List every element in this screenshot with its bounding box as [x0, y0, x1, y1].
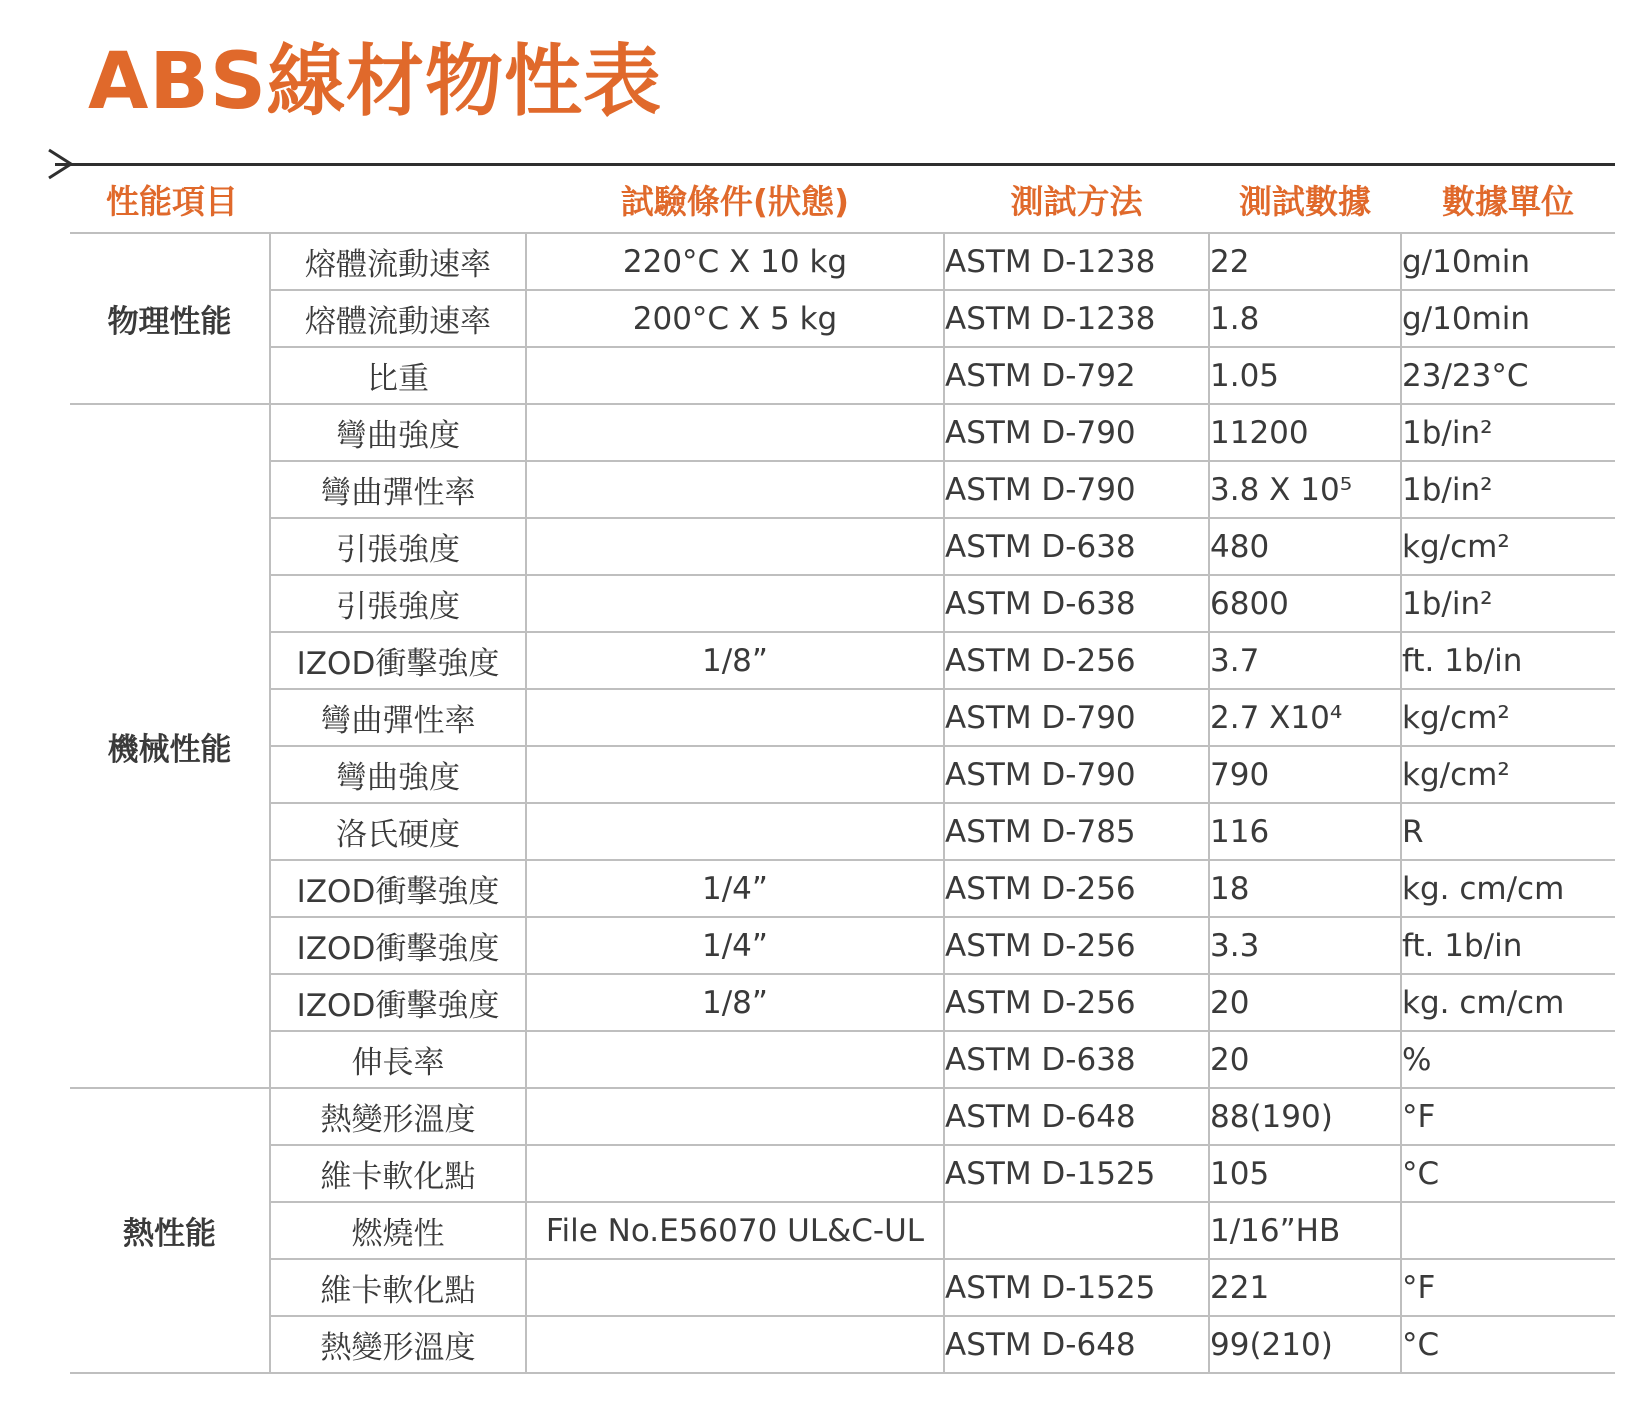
- condition-cell: 1/8”: [526, 632, 944, 689]
- unit-cell: g/10min: [1401, 233, 1615, 290]
- condition-cell: 1/4”: [526, 860, 944, 917]
- property-name-cell: 熔體流動速率: [270, 290, 526, 347]
- table-header: [70, 166, 1615, 233]
- method-cell: ASTM D-638: [944, 1031, 1209, 1088]
- condition-cell: 1/8”: [526, 974, 944, 1031]
- value-cell: 3.8 X 10⁵: [1209, 461, 1401, 518]
- property-name-cell: 伸長率: [270, 1031, 526, 1088]
- property-name-cell: 引張強度: [270, 575, 526, 632]
- header-method: 測試方法: [944, 166, 1209, 233]
- category-cell: 機械性能: [70, 404, 270, 1088]
- unit-cell: kg/cm²: [1401, 518, 1615, 575]
- header-value: 測試數據: [1209, 166, 1401, 233]
- condition-cell: [526, 1316, 944, 1373]
- method-cell: ASTM D-638: [944, 518, 1209, 575]
- unit-cell: kg/cm²: [1401, 689, 1615, 746]
- property-name-cell: IZOD衝擊強度: [270, 860, 526, 917]
- table-row: [70, 1259, 1615, 1316]
- unit-cell: 1b/in²: [1401, 461, 1615, 518]
- property-name-cell: 熱變形溫度: [270, 1316, 526, 1373]
- unit-cell: kg/cm²: [1401, 746, 1615, 803]
- value-cell: 3.7: [1209, 632, 1401, 689]
- table-row: [70, 689, 1615, 746]
- condition-cell: [526, 347, 944, 404]
- condition-cell: 200°C X 5 kg: [526, 290, 944, 347]
- method-cell: ASTM D-790: [944, 461, 1209, 518]
- value-cell: 99(210): [1209, 1316, 1401, 1373]
- table-row: [70, 1145, 1615, 1202]
- value-cell: 11200: [1209, 404, 1401, 461]
- method-cell: ASTM D-792: [944, 347, 1209, 404]
- table-row: [70, 575, 1615, 632]
- condition-cell: [526, 404, 944, 461]
- properties-table: [70, 166, 1615, 1374]
- condition-cell: [526, 575, 944, 632]
- property-name-cell: 彎曲彈性率: [270, 461, 526, 518]
- table-row: [70, 860, 1615, 917]
- unit-cell: 23/23°C: [1401, 347, 1615, 404]
- condition-cell: [526, 461, 944, 518]
- table-row: [70, 404, 1615, 461]
- unit-cell: °C: [1401, 1316, 1615, 1373]
- property-name-cell: 熔體流動速率: [270, 233, 526, 290]
- table-row: [70, 632, 1615, 689]
- table-row: [70, 518, 1615, 575]
- property-name-cell: IZOD衝擊強度: [270, 917, 526, 974]
- method-cell: ASTM D-1238: [944, 233, 1209, 290]
- value-cell: 6800: [1209, 575, 1401, 632]
- value-cell: 18: [1209, 860, 1401, 917]
- unit-cell: %: [1401, 1031, 1615, 1088]
- category-cell: 物理性能: [70, 233, 270, 404]
- property-name-cell: 彎曲強度: [270, 746, 526, 803]
- table-row: [70, 461, 1615, 518]
- value-cell: 1.8: [1209, 290, 1401, 347]
- unit-cell: R: [1401, 803, 1615, 860]
- condition-cell: File No.E56070 UL&C-UL: [526, 1202, 944, 1259]
- condition-cell: [526, 518, 944, 575]
- property-name-cell: 維卡軟化點: [270, 1145, 526, 1202]
- unit-cell: ft. 1b/in: [1401, 632, 1615, 689]
- method-cell: ASTM D-790: [944, 404, 1209, 461]
- property-name-cell: 維卡軟化點: [270, 1259, 526, 1316]
- value-cell: 20: [1209, 974, 1401, 1031]
- value-cell: 790: [1209, 746, 1401, 803]
- unit-cell: kg. cm/cm: [1401, 860, 1615, 917]
- method-cell: ASTM D-638: [944, 575, 1209, 632]
- method-cell: ASTM D-1525: [944, 1259, 1209, 1316]
- method-cell: ASTM D-648: [944, 1316, 1209, 1373]
- method-cell: ASTM D-256: [944, 974, 1209, 1031]
- method-cell: ASTM D-790: [944, 746, 1209, 803]
- value-cell: 105: [1209, 1145, 1401, 1202]
- header-unit: 數據單位: [1401, 166, 1615, 233]
- header-item: 性能項目: [70, 166, 526, 233]
- property-name-cell: 彎曲強度: [270, 404, 526, 461]
- unit-cell: °C: [1401, 1145, 1615, 1202]
- method-cell: ASTM D-1525: [944, 1145, 1209, 1202]
- property-name-cell: 燃燒性: [270, 1202, 526, 1259]
- method-cell: ASTM D-256: [944, 860, 1209, 917]
- unit-cell: °F: [1401, 1259, 1615, 1316]
- value-cell: 1/16”HB: [1209, 1202, 1401, 1259]
- table-row: [70, 974, 1615, 1031]
- value-cell: 3.3: [1209, 917, 1401, 974]
- condition-cell: [526, 1088, 944, 1145]
- value-cell: 221: [1209, 1259, 1401, 1316]
- table-row: [70, 1088, 1615, 1145]
- value-cell: 480: [1209, 518, 1401, 575]
- property-name-cell: 比重: [270, 347, 526, 404]
- method-cell: ASTM D-790: [944, 689, 1209, 746]
- table-row: [70, 347, 1615, 404]
- unit-cell: g/10min: [1401, 290, 1615, 347]
- property-name-cell: 引張強度: [270, 518, 526, 575]
- condition-cell: [526, 1031, 944, 1088]
- value-cell: 88(190): [1209, 1088, 1401, 1145]
- header-row: [70, 166, 1615, 233]
- property-name-cell: IZOD衝擊強度: [270, 632, 526, 689]
- condition-cell: 1/4”: [526, 917, 944, 974]
- table-row: [70, 1316, 1615, 1373]
- method-cell: ASTM D-256: [944, 632, 1209, 689]
- method-cell: ASTM D-256: [944, 917, 1209, 974]
- table-row: [70, 1031, 1615, 1088]
- header-condition: 試驗條件(狀態): [526, 166, 944, 233]
- condition-cell: [526, 689, 944, 746]
- table-body: [70, 233, 1615, 1373]
- value-cell: 116: [1209, 803, 1401, 860]
- condition-cell: [526, 746, 944, 803]
- condition-cell: [526, 1259, 944, 1316]
- unit-cell: [1401, 1202, 1615, 1259]
- property-name-cell: 彎曲彈性率: [270, 689, 526, 746]
- unit-cell: °F: [1401, 1088, 1615, 1145]
- value-cell: 1.05: [1209, 347, 1401, 404]
- value-cell: 2.7 X10⁴: [1209, 689, 1401, 746]
- table-row: [70, 1202, 1615, 1259]
- table-row: [70, 290, 1615, 347]
- property-name-cell: IZOD衝擊強度: [270, 974, 526, 1031]
- table-row: [70, 233, 1615, 290]
- condition-cell: 220°C X 10 kg: [526, 233, 944, 290]
- condition-cell: [526, 803, 944, 860]
- page-title: ABS線材物性表: [88, 37, 662, 127]
- method-cell: ASTM D-785: [944, 803, 1209, 860]
- value-cell: 20: [1209, 1031, 1401, 1088]
- unit-cell: ft. 1b/in: [1401, 917, 1615, 974]
- unit-cell: 1b/in²: [1401, 404, 1615, 461]
- unit-cell: kg. cm/cm: [1401, 974, 1615, 1031]
- table-row: [70, 917, 1615, 974]
- table-row: [70, 746, 1615, 803]
- property-name-cell: 洛氏硬度: [270, 803, 526, 860]
- method-cell: [944, 1202, 1209, 1259]
- method-cell: ASTM D-1238: [944, 290, 1209, 347]
- table-row: [70, 803, 1615, 860]
- unit-cell: 1b/in²: [1401, 575, 1615, 632]
- method-cell: ASTM D-648: [944, 1088, 1209, 1145]
- category-cell: 熱性能: [70, 1088, 270, 1373]
- value-cell: 22: [1209, 233, 1401, 290]
- condition-cell: [526, 1145, 944, 1202]
- property-name-cell: 熱變形溫度: [270, 1088, 526, 1145]
